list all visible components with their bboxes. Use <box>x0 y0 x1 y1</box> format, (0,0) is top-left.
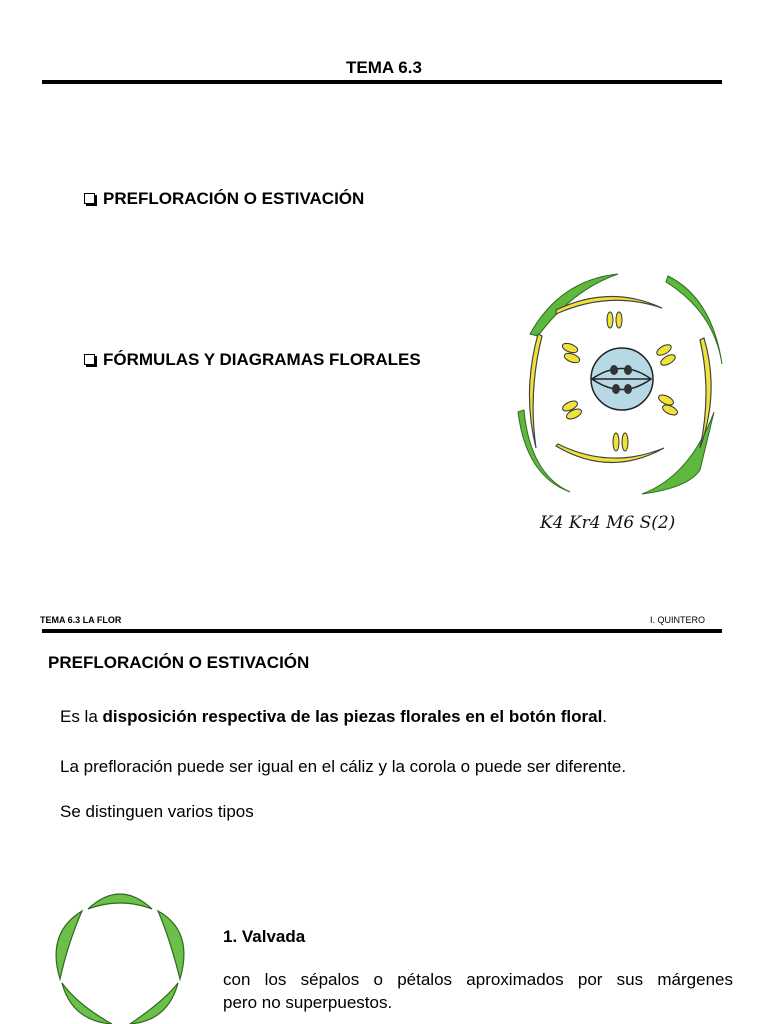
type-valvada-desc-line2: pero no superpuestos. <box>223 993 393 1012</box>
checkbox-icon <box>84 354 95 365</box>
section-title: PREFLORACIÓN O ESTIVACIÓN <box>48 653 310 672</box>
ovary <box>591 348 653 410</box>
bullet-label: FÓRMULAS Y DIAGRAMAS FLORALES <box>103 350 421 369</box>
checkbox-icon <box>84 193 95 204</box>
slide2-rule <box>42 629 722 633</box>
definition-bold: disposición respectiva de las piezas florales en el botón floral <box>102 707 603 726</box>
definition-suffix: . <box>602 707 608 726</box>
floral-formula: K4 Kr4 M6 S(2) <box>540 513 676 533</box>
valvate-flower-diagram <box>50 883 190 1024</box>
title-rule <box>42 80 722 84</box>
footer-left: TEMA 6.3 LA FLOR <box>40 615 122 625</box>
bullet-label: PREFLORACIÓN O ESTIVACIÓN <box>103 189 365 208</box>
type-valvada-desc-line1: con los sépalos o pétalos aproximados por sus márgenes <box>223 970 733 989</box>
floral-diagram <box>500 262 740 542</box>
type-valvada-heading: 1. Valvada <box>223 927 306 946</box>
bullet-prefloracion <box>84 189 364 209</box>
paragraph-tipos: Se distinguen varios tipos <box>60 802 254 821</box>
bullet-formulas <box>84 350 421 370</box>
paragraph-prefloracion: La prefloración puede ser igual en el cáliz y la corola o puede ser diferente. <box>60 757 627 776</box>
footer-right: I. QUINTERO <box>650 615 706 625</box>
slide-title: TEMA 6.3 <box>346 58 422 77</box>
definition-prefix: Es la <box>60 707 103 726</box>
definition-text <box>60 707 607 727</box>
